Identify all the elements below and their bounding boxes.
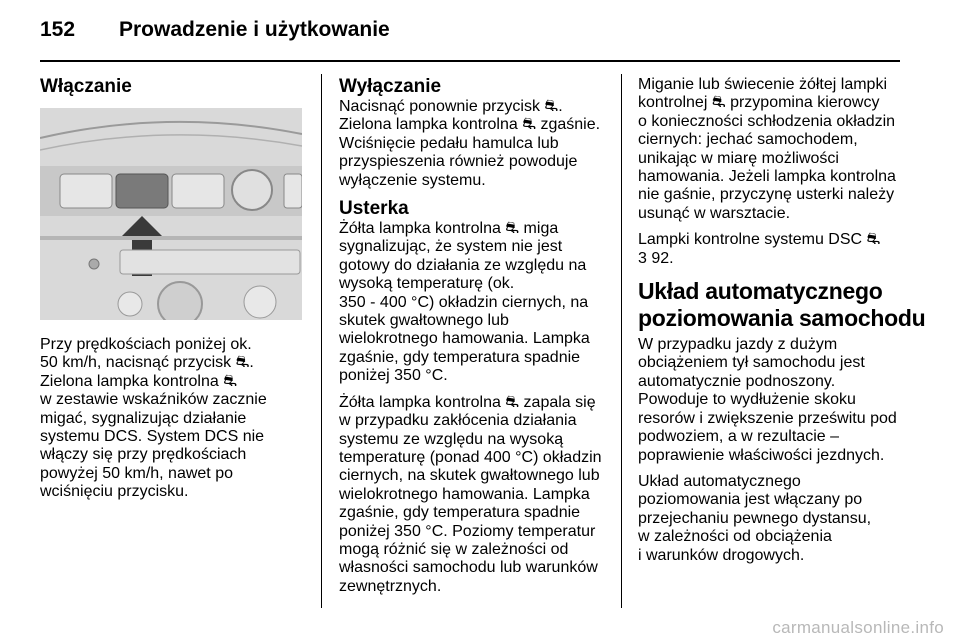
column-divider bbox=[321, 74, 322, 608]
paragraph: Miganie lub świecenie żółtej lampki kontrolnej ⛐ przypomina kierowcy o konieczności schłodzenia okładzin ciernych: jechać samochodem, unikając w miarę możliwości hamowania. Jeżeli lampka kontrolna nie gaśnie, przyczynę usterki należy usunąć w warsztacie. bbox=[638, 76, 896, 222]
page-title: Prowadzenie i użytkowanie bbox=[119, 18, 390, 41]
paragraph: Przy prędkościach poniżej ok. 50 km/h, nacisnąć przycisk ⛐. Zielona lampka kontrolna ⛐ w zestawie wskaźników zacznie migać, sygnalizując działanie systemu DCS. System DCS nie włączy się przy prędkościach powyżej 50 km/h, nawet po wciśnięciu przycisku. bbox=[40, 336, 267, 501]
paragraph: Żółta lampka kontrolna ⛐ zapala się w przypadku zakłócenia działania systemu ze względu na wysoką temperaturę (ponad 400 °C) okładzin ciernych, na skutek gwałtownego lub wielokrotnego hamowania. Lampka zgaśnie, gdy temperatura spadnie poniżej 350 °C. Poziomy temperatur mogą różnić się w zależności od własności samochodu lub warunków zewnętrznych. bbox=[339, 393, 602, 595]
heading-uklad-poziomowania: Układ automatycznego poziomowania samochodu bbox=[638, 278, 926, 332]
paragraph-cross-reference: Lampki kontrolne systemu DSC ⛐ 3 92. bbox=[638, 231, 881, 267]
heading-wlaczanie: Włączanie bbox=[40, 76, 132, 97]
header-rule bbox=[40, 60, 900, 62]
paragraph: Nacisnąć ponownie przycisk ⛐. Zielona lampka kontrolna ⛐ zgaśnie. Wciśnięcie pedału hamulca lub przyspieszenia również powoduje wyłączenie systemu. bbox=[339, 98, 601, 189]
column-2 bbox=[339, 76, 609, 604]
paragraph: Żółta lampka kontrolna ⛐ miga sygnalizując, że system nie jest gotowy do działania ze względu na wysoką temperaturę (ok. 350 - 400 °C) okładzin ciernych, na skutek gwałtownego lub wielokrotnego hamowania. Lampka zgaśnie, gdy temperatura spadnie poniżej 350 °C. bbox=[339, 220, 590, 385]
page-number: 152 bbox=[40, 18, 76, 41]
page-header bbox=[40, 18, 920, 58]
column-3 bbox=[638, 76, 928, 573]
paragraph: Układ automatycznego poziomowania jest włączany po przejechaniu pewnego dystansu, w zależności od obciążenia i warunków drogowych. bbox=[638, 472, 872, 564]
heading-wylaczanie: Wyłączanie bbox=[339, 76, 442, 97]
column-1 bbox=[40, 76, 306, 510]
heading-usterka: Usterka bbox=[339, 198, 409, 220]
column-divider bbox=[621, 74, 622, 608]
paragraph: W przypadku jazdy z dużym obciążeniem tył samochodu jest automatycznie podnoszony. Powoduje to wydłużenie skoku resorów i zwiększenie prześwitu pod podwoziem, a w rezultacie – poprawienie właściwości jezdnych. bbox=[638, 336, 897, 464]
dashboard-button-illustration bbox=[40, 108, 302, 320]
watermark: carmanualsonline.info bbox=[772, 618, 944, 637]
